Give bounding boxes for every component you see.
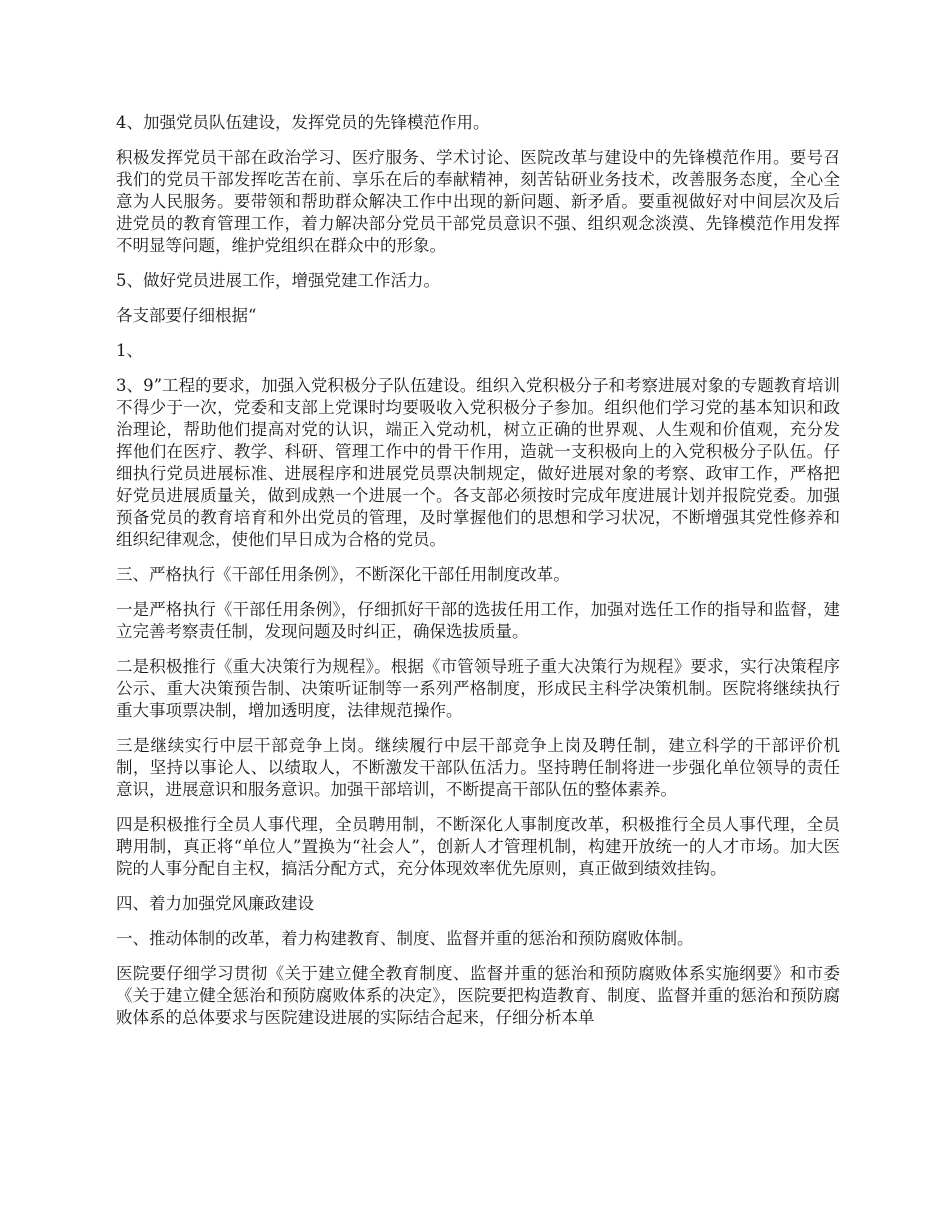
paragraph-cadre-selection: 一是严格执行《干部任用条例》，仔细抓好干部的选拔任用工作，加强对选任工作的指导和监督，建立完善考察责任制，发现问题及时纠正，确保选拔质量。 [116, 600, 840, 641]
paragraph-major-decision: 二是积极推行《重大决策行为规程》。根据《市管领导班子重大决策行为规程》要求，实行决策程序公示、重大决策预告制、决策听证制等一系列严格制度，形成民主科学决策机制。医院将继续执行重大事项票决制，增加透明度，法律规范操作。 [116, 657, 840, 720]
paragraph-anti-corruption-system: 医院要仔细学习贯彻《关于建立健全教育制度、监督并重的惩治和预防腐败体系实施纲要》和市委《关于建立健全惩治和预防腐败体系的决定》，医院要把构造教育、制度、监督并重的惩治和预防腐败体系的总体要求与医院建设进展的实际结合起来，仔细分析本单 [116, 964, 840, 1027]
heading-system-reform: 一、推动体制的改革，着力构建教育、制度、监督并重的惩治和预防腐败体制。 [116, 929, 694, 948]
paragraph-mid-level-competition: 三是继续实行中层干部竞争上岗。继续履行中层干部竞争上岗及聘任制，建立科学的干部评价机制，坚持以事论人、以绩取人，不断激发干部队伍活力。坚持聘任制将进一步强化单位领导的责任意识，进展意识和服务意识。加强干部培训，不断提高干部队伍的整体素养。 [116, 736, 840, 799]
paragraph-branch-requirement: 各支部要仔细根据“ [116, 306, 257, 325]
paragraph-activist-team: 3、9”工程的要求，加强入党积极分子队伍建设。组织入党积极分子和考察进展对象的专题教育培训不得少于一次，党委和支部上党课时均要吸收入党积极分子参加。组织他们学习党的基本知识和政治理论，帮助他们提高对党的认识，端正入党动机，树立正确的世界观、人生观和价值观，充分发挥他们在医疗、教学、科研、管理工作中的骨干作用，造就一支积极向上的入党积极分子队伍。仔细执行党员进展标准、进展程序和进展党员票决制规定，做好进展对象的考察、政审工作，严格把好党员进展质量关，做到成熟一个进展一个。各支部必须按时完成年度进展计划并报院党委。加强预备党员的教育培育和外出党员的管理，及时掌握他们的思想和学习状况，不断增强其党性修养和组织纪律观念，使他们早日成为合格的党员。 [116, 376, 840, 549]
paragraph-party-member-role: 积极发挥党员干部在政治学习、医疗服务、学术讨论、医院改革与建设中的先锋模范作用。要号召我们的党员干部发挥吃苦在前、享乐在后的奉献精神，刻苦钻研业务技术，改善服务态度，全心全意为人民服务。要带领和帮助群众解决工作中出现的新问题、新矛盾。要重视做好对中间层次及后进党员的教育管理工作，着力解决部分党员干部党员意识不强、组织观念淡漠、先锋模范作用发挥不明显等问题，维护党组织在群众中的形象。 [116, 148, 840, 255]
heading-clean-governance: 四、着力加强党风廉政建设 [116, 894, 314, 913]
paragraph-item-one: 1、 [116, 341, 143, 360]
heading-cadre-regulation: 三、严格执行《干部任用条例》，不断深化干部任用制度改革。 [116, 565, 570, 584]
document-page [116, 112, 840, 1042]
heading-party-team-building: 4、加强党员队伍建设，发挥党员的先锋模范作用。 [116, 113, 490, 132]
heading-party-development: 5、做好党员进展工作，增强党建工作活力。 [116, 271, 440, 290]
paragraph-personnel-agency: 四是积极推行全员人事代理，全员聘用制，不断深化人事制度改革，积极推行全员人事代理，全员聘用制，真正将“单位人”置换为“社会人”，创新人才管理机制，构建开放统一的人才市场。加大医院的人事分配自主权，搞活分配方式，充分体现效率优先原则，真正做到绩效挂钩。 [116, 815, 840, 878]
